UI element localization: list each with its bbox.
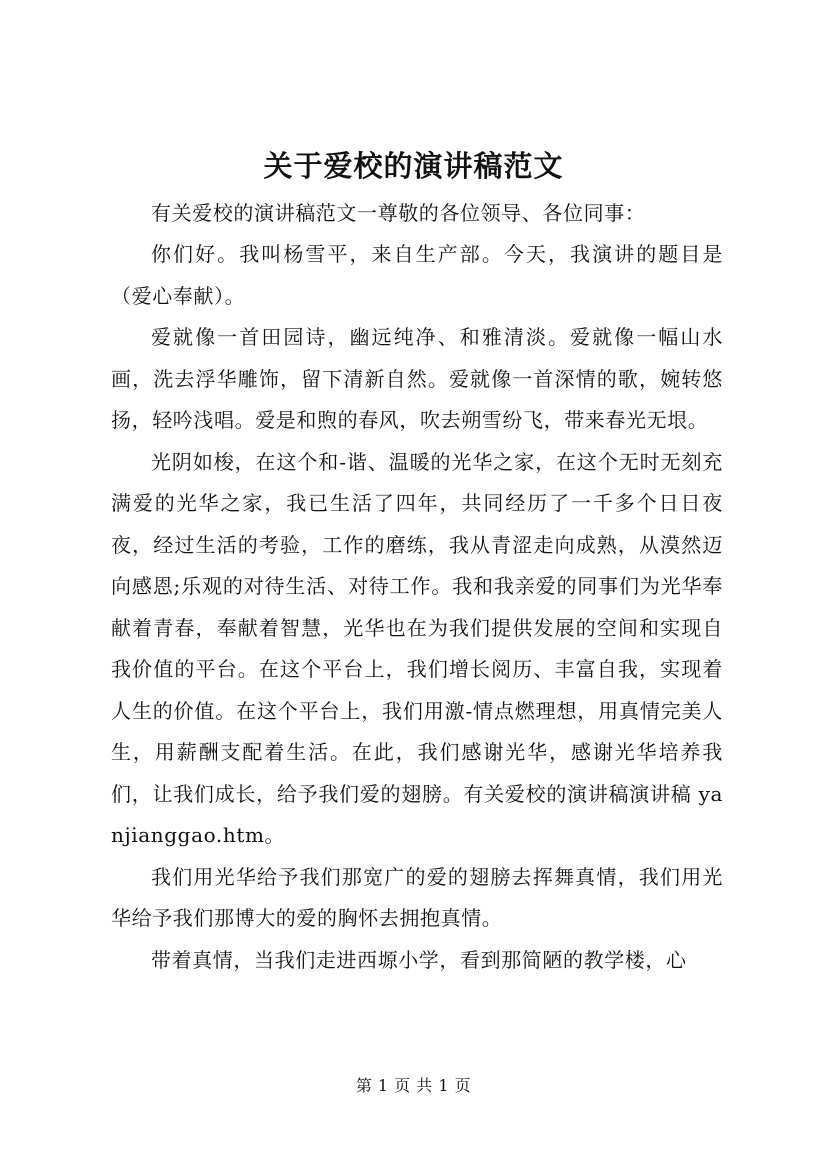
paragraph-love-metaphor: 爱就像一首田园诗，幽远纯净、和雅清淡。爱就像一幅山水画，洗去浮华雕饰，留下清新自然。爱就像一首深情的歌，婉转悠扬，轻吟浅唱。爱是和煦的春风，吹去朔雪纷飞，带来春光无垠。 xyxy=(111,325,723,432)
document-title: 关于爱校的演讲稿范文 xyxy=(263,149,564,183)
paragraph-introduction: 你们好。我叫杨雪平，来自生产部。今天，我演讲的题目是（爱心奉献）。 xyxy=(111,242,723,308)
paragraph-time-passes: 光阴如梭，在这个和-谐、温暖的光华之家，在这个无时无刻充满爱的光华之家，我已生活了四年，共同经历了一千多个日日夜夜，经过生活的考验，工作的磨练，我从青涩走向成熟，从漠然迈向感恩;乐观的对待生活、对待工作。我和我亲爱的同事们为光华奉献着青春，奉献着智慧，光华也在为我们提供发展的空间和实现自我价值的平台。在这个平台上，我们增长阅历、丰富自我，实现着人生的价值。在这个平台上，我们用激-情点燃理想，用真情完美人生，用薪酬支配着生活。在此，我们感谢光华，感谢光华培养我们，让我们成长，给予我们爱的翅膀。有关爱校的演讲稿演讲稿 yanjianggao.htm。 xyxy=(111,449,723,847)
document-body xyxy=(111,193,723,981)
paragraph-greeting: 有关爱校的演讲稿范文一尊敬的各位领导、各位同事： xyxy=(151,201,646,225)
paragraph-sincerity: 带着真情，当我们走进西塬小学，看到那简陋的教学楼，心 xyxy=(151,947,687,972)
page-footer: 第 1 页 共 1 页 xyxy=(355,1076,472,1095)
paragraph-wings: 我们用光华给予我们那宽广的爱的翅膀去挥舞真情，我们用光华给予我们那博大的爱的胸怀去拥抱真情。 xyxy=(111,864,723,930)
